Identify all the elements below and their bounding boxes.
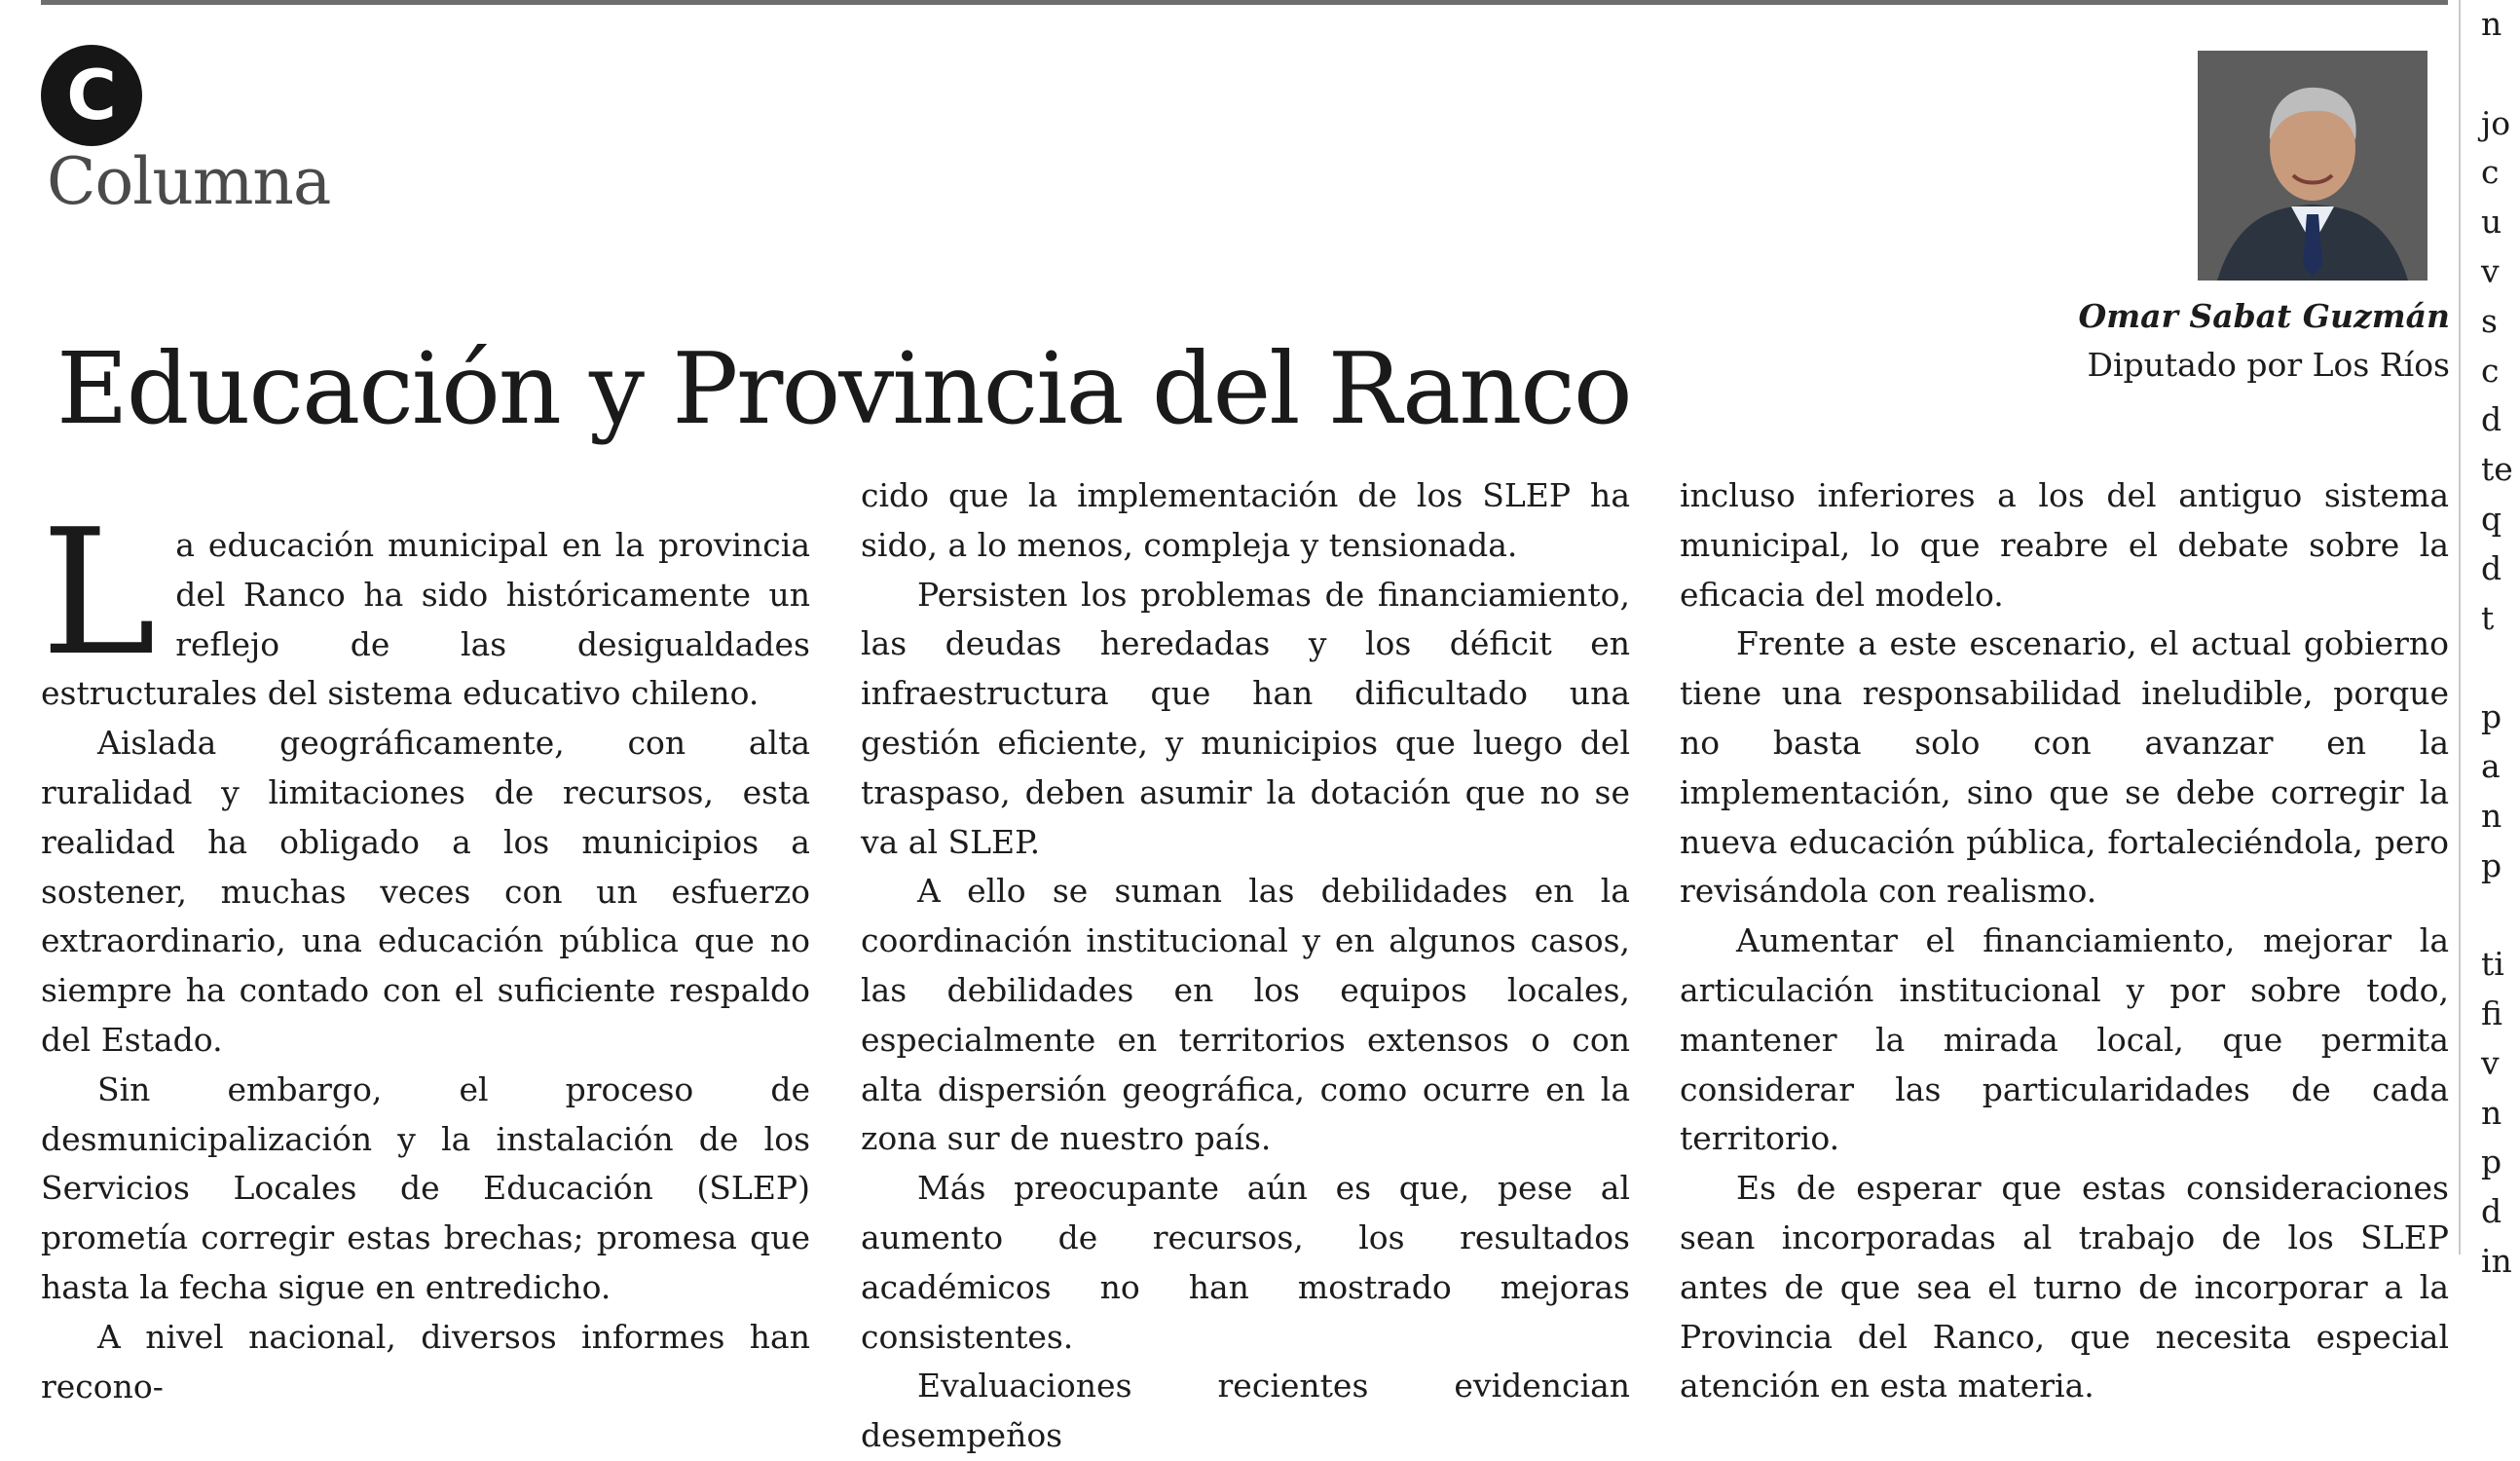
adjacent-column-fragments: [2481, 0, 2520, 1287]
article-column-2: [861, 471, 1630, 1461]
author-portrait-icon: [2198, 51, 2427, 281]
adjacent-fragment: jo: [2481, 103, 2511, 142]
paragraph: Más preocupante aún es que, pese al aumento de recursos, los resultados académicos no han mostrado mejoras consistentes.: [861, 1169, 1630, 1356]
adjacent-fragment: v: [2481, 251, 2500, 290]
adjacent-fragment: t: [2481, 598, 2495, 637]
adjacent-fragment: p: [2481, 845, 2502, 884]
adjacent-fragment: p: [2481, 1143, 2502, 1181]
adjacent-fragment: c: [2481, 153, 2500, 192]
adjacent-fragment: [2481, 50, 2520, 99]
paragraph: Persisten los problemas de financiamiento, las deudas heredadas y los déficit en infraestructura que han dificultado una gestión eficiente, y municipios que luego del traspaso, deben asumir la dotación que no se va al SLEP.: [861, 575, 1630, 861]
adjacent-fragment: d: [2481, 400, 2502, 439]
adjacent-fragment: ti: [2481, 945, 2504, 984]
paragraph: Frente a este escenario, el actual gobierno tiene una responsabilidad ineludible, porque no basta solo con avanzar en la implementación, sino que se debe corregir la nueva educación pública, fortaleciéndola, pero revisándola con realismo.: [1680, 624, 2449, 911]
paragraph: Sin embargo, el proceso de desmunicipalización y la instalación de los Servicios Locales de Educación (SLEP) prometía corregir estas brechas; promesa que hasta la fecha sigue en entredicho.: [41, 1069, 810, 1306]
adjacent-fragment: d: [2481, 548, 2502, 587]
article-column-1: [41, 492, 810, 1411]
paragraph: A nivel nacional, diversos informes han recono-: [41, 1317, 810, 1405]
drop-cap: L: [41, 492, 157, 693]
adjacent-fragment: fi: [2481, 993, 2503, 1032]
author-name: Omar Sabat Guzmán: [2078, 297, 2450, 335]
article-column-3: [1680, 471, 2449, 1411]
paragraph: Es de esperar que estas consideraciones sean incorporadas al trabajo de los SLEP antes de que sea el turno de incorporar a la Provincia del Ranco, que necesita especial atención en esta materia.: [1680, 1169, 2449, 1405]
adjacent-fragment: a: [2481, 746, 2501, 785]
column-divider: [2459, 0, 2461, 1255]
top-rule: [41, 0, 2448, 5]
section-badge: C: [41, 45, 142, 146]
adjacent-fragment: te: [2481, 450, 2513, 489]
paragraph: incluso inferiores a los del antiguo sistema municipal, lo que reabre el debate sobre la eficacia del modelo.: [1680, 476, 2449, 614]
paragraph: cido que la implementación de los SLEP ha sido, a lo menos, compleja y tensionada.: [861, 476, 1630, 564]
adjacent-fragment: p: [2481, 697, 2502, 736]
adjacent-fragment: n: [2481, 5, 2502, 43]
paragraph: Aislada geográficamente, con alta ruralidad y limitaciones de recursos, esta realidad ha obligado a los municipios a sostener, muchas veces con un esfuerzo extraordinario, una educación pública que no siempre ha contado con el suficiente respaldo del Estado.: [41, 724, 810, 1059]
adjacent-fragment: in: [2481, 1241, 2512, 1280]
adjacent-fragment: u: [2481, 203, 2502, 242]
paragraph: A ello se suman las debilidades en la coordinación institucional y en algunos casos, las debilidades en los equipos locales, especialmente en territorios extensos o con alta dispersión geográfica, como ocurre en la zona sur de nuestro país.: [861, 872, 1630, 1158]
adjacent-fragment: q: [2481, 499, 2502, 538]
author-byline: [2078, 292, 2450, 390]
paragraph: La educación municipal en la provincia del Ranco ha sido históricamente un reflejo de las desigualdades estructurales del sistema educativo chileno.: [41, 492, 810, 713]
adjacent-fragment: n: [2481, 1093, 2502, 1132]
adjacent-fragment: c: [2481, 351, 2500, 390]
adjacent-fragment: s: [2481, 301, 2498, 340]
adjacent-fragment: d: [2481, 1192, 2502, 1231]
paragraph: Aumentar el financiamiento, mejorar la articulación institucional y por sobre todo, mantener la mirada local, que permita considerar las particularidades de cada territorio.: [1680, 921, 2449, 1158]
section-label: Columna: [47, 144, 331, 219]
article-headline: Educación y Provincia del Ranco: [56, 331, 1631, 446]
adjacent-fragment: [2481, 643, 2520, 693]
author-photo: [2198, 51, 2427, 281]
paragraph: Evaluaciones recientes evidencian desempeños: [861, 1367, 1630, 1455]
adjacent-fragment: v: [2481, 1043, 2500, 1082]
adjacent-fragment: n: [2481, 796, 2502, 835]
author-role: Diputado por Los Ríos: [2087, 346, 2450, 384]
adjacent-fragment: [2481, 890, 2520, 940]
